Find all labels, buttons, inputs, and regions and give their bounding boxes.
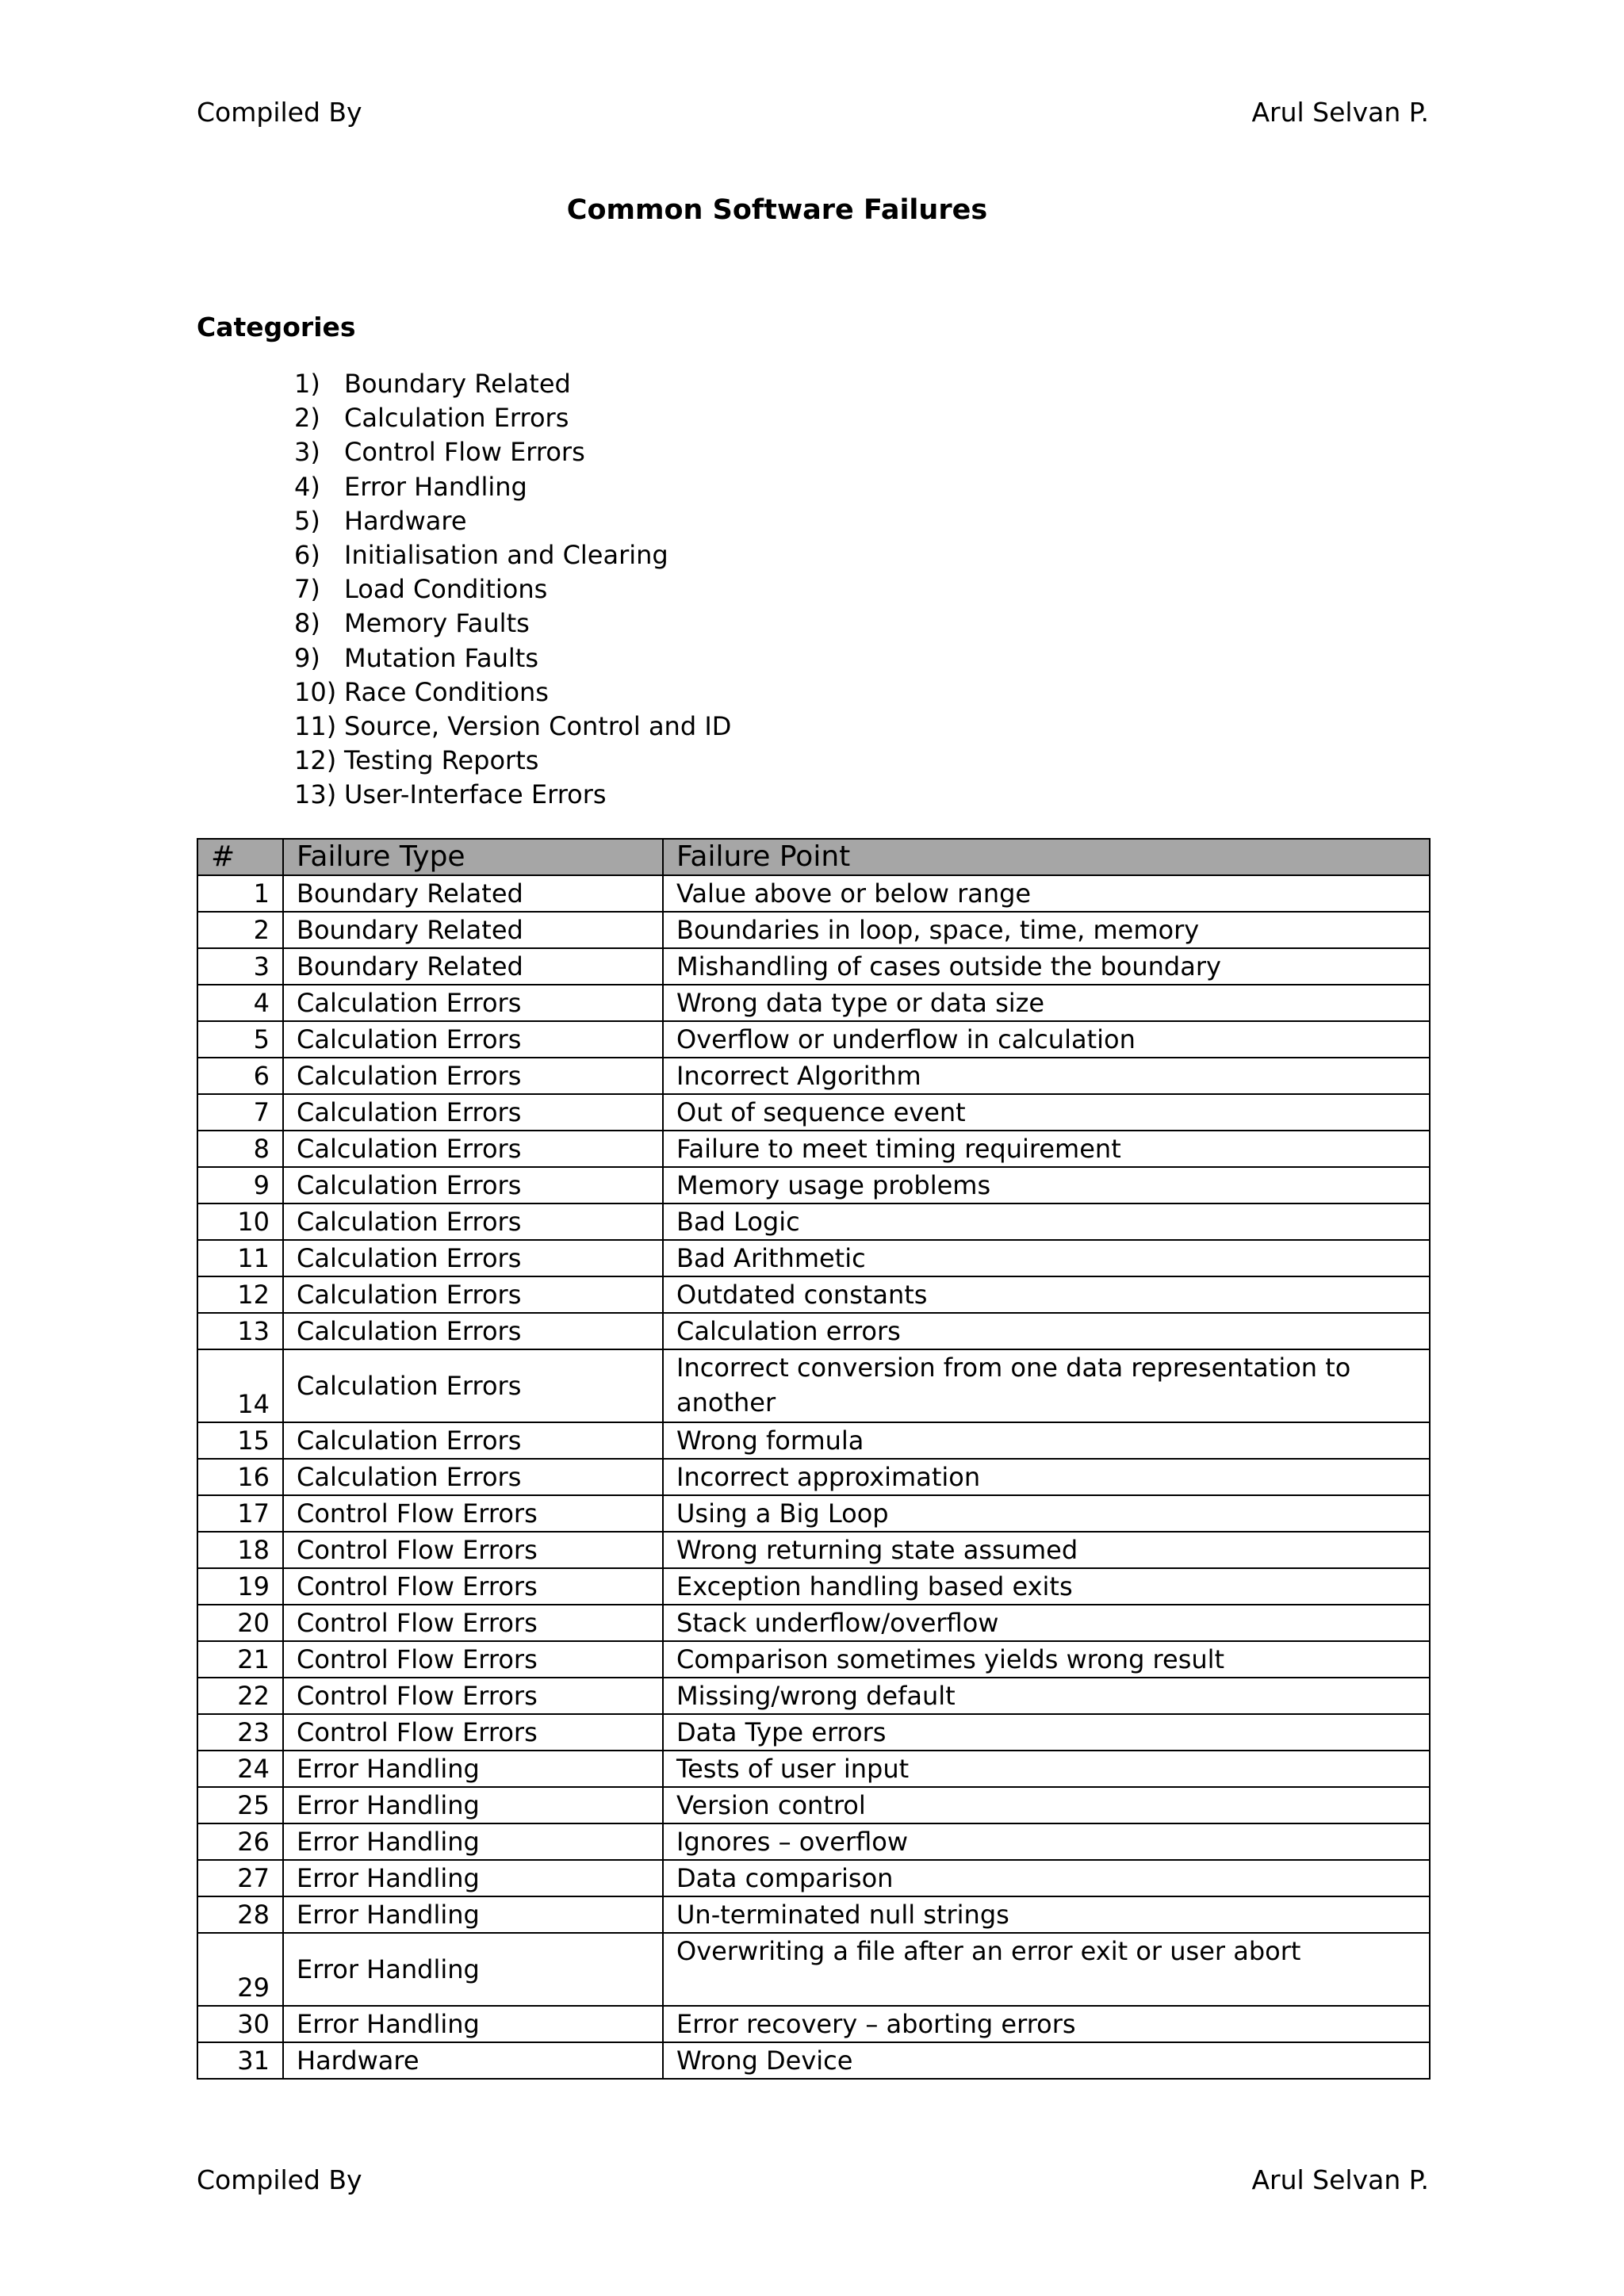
failure-point-cell: Mishandling of cases outside the boundary xyxy=(663,948,1430,985)
failure-point-cell: Bad Arithmetic xyxy=(663,1240,1430,1276)
category-item xyxy=(294,538,731,572)
table-row xyxy=(197,1094,1430,1131)
row-number: 13 xyxy=(197,1313,283,1349)
category-number: 3) xyxy=(294,437,320,468)
failure-type-cell: Error Handling xyxy=(283,1896,663,1933)
failures-table-body xyxy=(197,875,1430,2079)
table-row xyxy=(197,1495,1430,1532)
row-number: 24 xyxy=(197,1751,283,1787)
row-number: 21 xyxy=(197,1641,283,1678)
failure-type-cell: Hardware xyxy=(283,2042,663,2079)
failure-type-cell: Error Handling xyxy=(283,2006,663,2042)
category-label: Memory Faults xyxy=(344,608,530,639)
failure-point-cell: Error recovery – aborting errors xyxy=(663,2006,1430,2042)
categories-list xyxy=(294,367,731,812)
table-row xyxy=(197,1605,1430,1641)
failure-point-cell: Incorrect Algorithm xyxy=(663,1058,1430,1094)
category-number: 8) xyxy=(294,608,320,639)
failure-type-cell: Calculation Errors xyxy=(283,1167,663,1203)
failure-point-cell: Wrong formula xyxy=(663,1422,1430,1459)
row-number: 29 xyxy=(197,1933,283,2006)
table-row xyxy=(197,1349,1430,1422)
row-number: 17 xyxy=(197,1495,283,1532)
failure-point-cell: Value above or below range xyxy=(663,875,1430,912)
table-row xyxy=(197,985,1430,1021)
category-label: Error Handling xyxy=(344,471,527,502)
table-row xyxy=(197,1787,1430,1823)
failures-table xyxy=(197,838,1431,2080)
failure-point-cell: Failure to meet timing requirement xyxy=(663,1131,1430,1167)
failure-point-cell: Version control xyxy=(663,1787,1430,1823)
category-number: 4) xyxy=(294,471,320,502)
category-number: 7) xyxy=(294,574,320,605)
failure-point-cell: Calculation errors xyxy=(663,1313,1430,1349)
failure-point-cell: Bad Logic xyxy=(663,1203,1430,1240)
category-label: Load Conditions xyxy=(344,574,548,605)
category-label: Initialisation and Clearing xyxy=(344,539,668,570)
table-row xyxy=(197,2042,1430,2079)
failure-point-cell: Comparison sometimes yields wrong result xyxy=(663,1641,1430,1678)
failure-type-cell: Boundary Related xyxy=(283,948,663,985)
table-row xyxy=(197,875,1430,912)
failure-type-cell: Calculation Errors xyxy=(283,1058,663,1094)
category-number: 12) xyxy=(294,745,337,776)
row-number: 6 xyxy=(197,1058,283,1094)
failure-type-cell: Calculation Errors xyxy=(283,1094,663,1131)
row-number: 14 xyxy=(197,1349,283,1422)
footer-author: Arul Selvan P. xyxy=(1251,2164,1429,2195)
footer-compiled-by: Compiled By xyxy=(197,2164,362,2195)
category-item xyxy=(294,710,731,744)
table-row xyxy=(197,1860,1430,1896)
failure-point-cell: Tests of user input xyxy=(663,1751,1430,1787)
failure-point-cell: Wrong Device xyxy=(663,2042,1430,2079)
failure-point-cell: Overwriting a file after an error exit or user abort xyxy=(663,1933,1430,2006)
category-item xyxy=(294,470,731,504)
failure-point-cell: Incorrect conversion from one data representation to another xyxy=(663,1349,1430,1422)
failure-type-cell: Calculation Errors xyxy=(283,1459,663,1495)
failure-type-cell: Calculation Errors xyxy=(283,1131,663,1167)
table-row xyxy=(197,1933,1430,2006)
failure-type-cell: Control Flow Errors xyxy=(283,1495,663,1532)
table-row xyxy=(197,1203,1430,1240)
table-header-row xyxy=(197,839,1430,875)
failure-type-cell: Calculation Errors xyxy=(283,985,663,1021)
failure-point-cell: Memory usage problems xyxy=(663,1167,1430,1203)
table-row xyxy=(197,1532,1430,1568)
row-number: 19 xyxy=(197,1568,283,1605)
category-number: 11) xyxy=(294,710,337,741)
category-item xyxy=(294,607,731,641)
failure-type-cell: Error Handling xyxy=(283,1860,663,1896)
column-header-failure-point: Failure Point xyxy=(663,839,1430,875)
category-label: Hardware xyxy=(344,505,467,536)
header-author: Arul Selvan P. xyxy=(1251,97,1429,128)
row-number: 12 xyxy=(197,1276,283,1313)
table-row xyxy=(197,1751,1430,1787)
category-number: 2) xyxy=(294,403,320,434)
category-item xyxy=(294,641,731,675)
failure-type-cell: Calculation Errors xyxy=(283,1276,663,1313)
failure-point-cell: Outdated constants xyxy=(663,1276,1430,1313)
failure-point-cell: Using a Big Loop xyxy=(663,1495,1430,1532)
category-number: 10) xyxy=(294,676,337,707)
table-row xyxy=(197,1714,1430,1751)
failure-type-cell: Control Flow Errors xyxy=(283,1568,663,1605)
row-number: 23 xyxy=(197,1714,283,1751)
failure-point-cell: Wrong data type or data size xyxy=(663,985,1430,1021)
row-number: 9 xyxy=(197,1167,283,1203)
row-number: 20 xyxy=(197,1605,283,1641)
table-row xyxy=(197,1459,1430,1495)
row-number: 16 xyxy=(197,1459,283,1495)
failure-point-cell: Incorrect approximation xyxy=(663,1459,1430,1495)
failure-type-cell: Error Handling xyxy=(283,1751,663,1787)
category-item xyxy=(294,504,731,538)
table-row xyxy=(197,1313,1430,1349)
failure-type-cell: Error Handling xyxy=(283,1823,663,1860)
failure-point-cell: Out of sequence event xyxy=(663,1094,1430,1131)
row-number: 4 xyxy=(197,985,283,1021)
row-number: 28 xyxy=(197,1896,283,1933)
table-row xyxy=(197,1678,1430,1714)
row-number: 25 xyxy=(197,1787,283,1823)
row-number: 11 xyxy=(197,1240,283,1276)
category-number: 9) xyxy=(294,642,320,673)
category-item xyxy=(294,675,731,710)
failure-point-cell: Boundaries in loop, space, time, memory xyxy=(663,912,1430,948)
table-row xyxy=(197,1021,1430,1058)
row-number: 1 xyxy=(197,875,283,912)
category-label: Race Conditions xyxy=(344,676,549,707)
failure-type-cell: Control Flow Errors xyxy=(283,1605,663,1641)
row-number: 5 xyxy=(197,1021,283,1058)
row-number: 22 xyxy=(197,1678,283,1714)
page-title: Common Software Failures xyxy=(566,194,988,226)
row-number: 8 xyxy=(197,1131,283,1167)
table-row xyxy=(197,912,1430,948)
row-number: 15 xyxy=(197,1422,283,1459)
failure-type-cell: Calculation Errors xyxy=(283,1349,663,1422)
categories-heading: Categories xyxy=(197,312,356,342)
category-item xyxy=(294,778,731,812)
category-label: Control Flow Errors xyxy=(344,437,585,468)
failure-type-cell: Error Handling xyxy=(283,1787,663,1823)
category-number: 5) xyxy=(294,505,320,536)
failure-type-cell: Calculation Errors xyxy=(283,1203,663,1240)
category-label: Testing Reports xyxy=(344,745,539,776)
category-item xyxy=(294,367,731,401)
row-number: 3 xyxy=(197,948,283,985)
category-label: Source, Version Control and ID xyxy=(344,710,732,741)
header-compiled-by: Compiled By xyxy=(197,97,362,128)
failure-type-cell: Calculation Errors xyxy=(283,1021,663,1058)
category-label: User-Interface Errors xyxy=(344,779,607,810)
page-footer xyxy=(197,2164,1429,2195)
table-row xyxy=(197,1896,1430,1933)
category-item xyxy=(294,401,731,435)
table-row xyxy=(197,1167,1430,1203)
row-number: 10 xyxy=(197,1203,283,1240)
table-row xyxy=(197,948,1430,985)
category-item xyxy=(294,572,731,607)
table-row xyxy=(197,1422,1430,1459)
failure-point-cell: Stack underflow/overflow xyxy=(663,1605,1430,1641)
table-row xyxy=(197,1058,1430,1094)
failure-type-cell: Control Flow Errors xyxy=(283,1678,663,1714)
failure-type-cell: Control Flow Errors xyxy=(283,1714,663,1751)
row-number: 26 xyxy=(197,1823,283,1860)
table-row xyxy=(197,1641,1430,1678)
failure-point-cell: Data Type errors xyxy=(663,1714,1430,1751)
failure-type-cell: Control Flow Errors xyxy=(283,1641,663,1678)
failure-point-cell: Wrong returning state assumed xyxy=(663,1532,1430,1568)
table-row xyxy=(197,1240,1430,1276)
row-number: 18 xyxy=(197,1532,283,1568)
category-item xyxy=(294,435,731,469)
column-header-number: # xyxy=(197,839,283,875)
category-label: Calculation Errors xyxy=(344,403,569,434)
table-row xyxy=(197,2006,1430,2042)
failure-point-cell: Exception handling based exits xyxy=(663,1568,1430,1605)
category-number: 6) xyxy=(294,539,320,570)
column-header-failure-type: Failure Type xyxy=(283,839,663,875)
failure-point-cell: Un-terminated null strings xyxy=(663,1896,1430,1933)
row-number: 30 xyxy=(197,2006,283,2042)
failure-type-cell: Calculation Errors xyxy=(283,1240,663,1276)
table-row xyxy=(197,1568,1430,1605)
failure-type-cell: Control Flow Errors xyxy=(283,1532,663,1568)
table-row xyxy=(197,1823,1430,1860)
category-label: Mutation Faults xyxy=(344,642,538,673)
table-row xyxy=(197,1276,1430,1313)
failure-type-cell: Calculation Errors xyxy=(283,1422,663,1459)
category-item xyxy=(294,744,731,778)
failure-point-cell: Overflow or underflow in calculation xyxy=(663,1021,1430,1058)
category-number: 1) xyxy=(294,369,320,399)
page-header xyxy=(197,97,1429,128)
failure-point-cell: Data comparison xyxy=(663,1860,1430,1896)
row-number: 31 xyxy=(197,2042,283,2079)
failure-type-cell: Boundary Related xyxy=(283,875,663,912)
failure-point-cell: Ignores – overflow xyxy=(663,1823,1430,1860)
failure-type-cell: Error Handling xyxy=(283,1933,663,2006)
row-number: 7 xyxy=(197,1094,283,1131)
table-row xyxy=(197,1131,1430,1167)
category-number: 13) xyxy=(294,779,337,810)
row-number: 27 xyxy=(197,1860,283,1896)
failure-type-cell: Calculation Errors xyxy=(283,1313,663,1349)
failure-point-cell: Missing/wrong default xyxy=(663,1678,1430,1714)
row-number: 2 xyxy=(197,912,283,948)
category-label: Boundary Related xyxy=(344,369,571,399)
failure-type-cell: Boundary Related xyxy=(283,912,663,948)
